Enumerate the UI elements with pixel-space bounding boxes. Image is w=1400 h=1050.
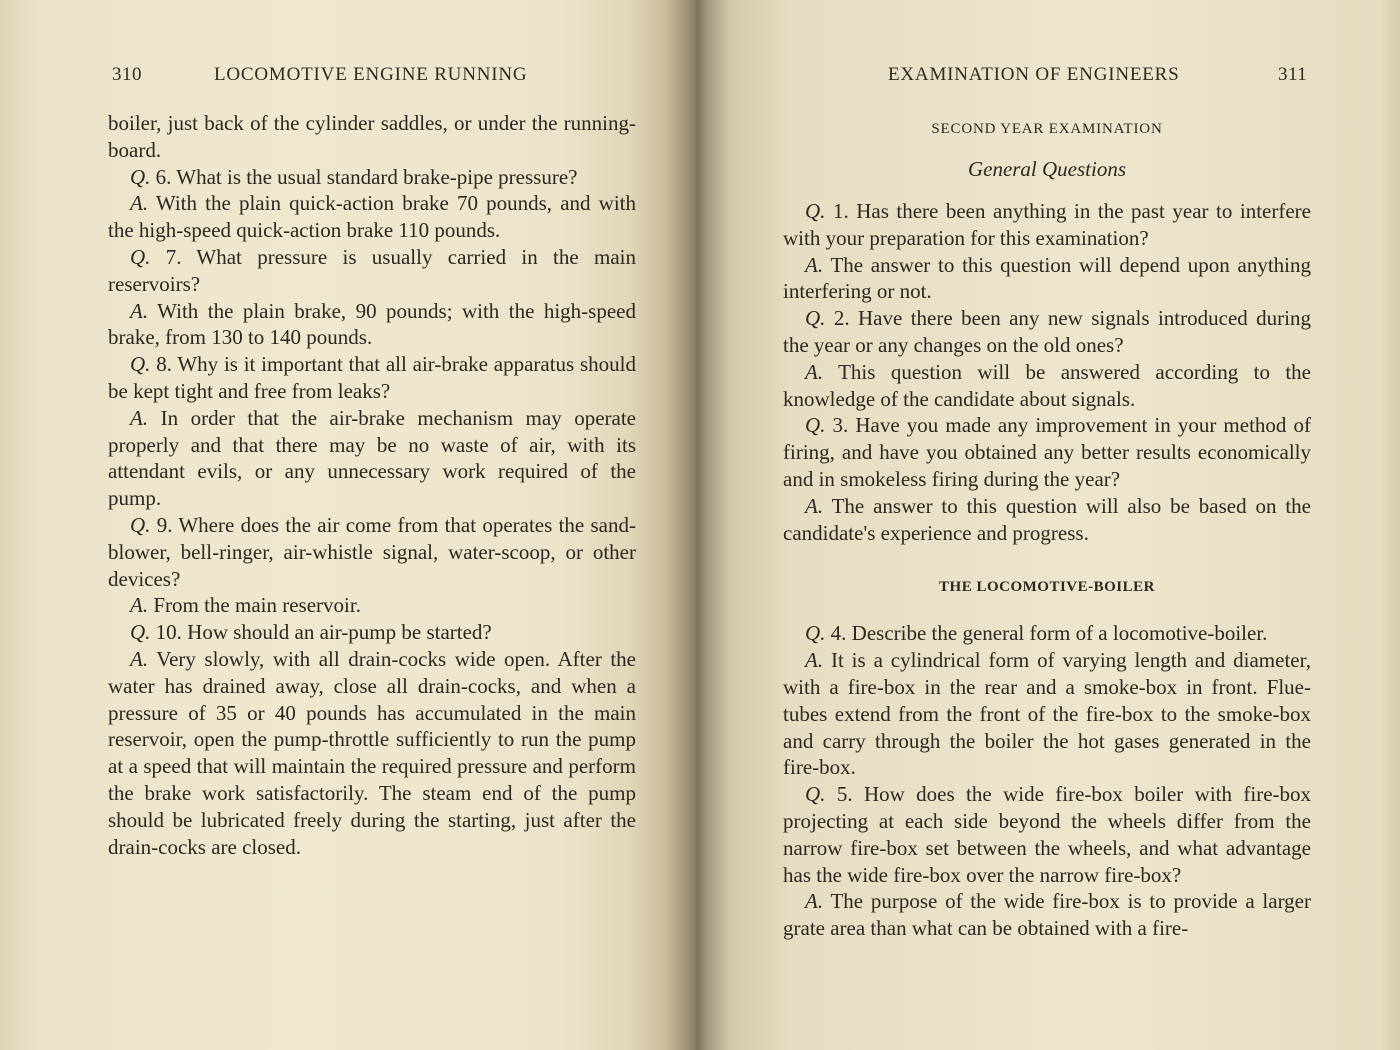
question-text: 10. How should an air-pump be started? (155, 620, 492, 645)
question (783, 198, 1311, 252)
answer-text: From the main reservoir. (153, 593, 361, 618)
question-label: Q. (130, 352, 151, 377)
question (108, 619, 636, 646)
question-text: 8. Why is it important that all air-brake apparatus should be kept tight and free from leaks? (108, 352, 637, 403)
question (108, 512, 636, 592)
left-text-column (108, 110, 636, 860)
question-label: Q. (805, 306, 826, 331)
question-label: Q. (130, 244, 151, 269)
answer-label: A. (130, 298, 149, 323)
question-label: Q. (805, 621, 826, 646)
question (783, 412, 1311, 492)
question-text: 5. How does the wide fire-box boiler with fire-box projecting at each side beyond the wheels differ from the narrow fire-box set between the wheels, and what advantage has the wide fire-box over the narrow fire-box? (783, 782, 1312, 887)
answer-text: The purpose of the wide fire-box is to provide a larger grate area than what can be obtained with a fire- (783, 889, 1312, 941)
question (783, 781, 1311, 888)
answer-label: A. (805, 889, 824, 914)
answer (108, 405, 636, 512)
answer-text: Very slowly, with all drain-cocks wide open. After the water has drained away, close all drain-cocks, and when a pressure of 35 or 40 pounds has accumulated in the main reservoir, open the pump-throttle sufficiently to run the pump at a speed that will maintain the required pressure and perform the brake work satisfactorily. The steam end of the pump should be lubricated freely during the starting, just after the drain-cocks are closed. (108, 646, 636, 859)
paragraph-text: boiler, just back of the cylinder saddles, or under the running-board. (108, 111, 636, 162)
answer-label: A. (130, 191, 149, 216)
question-text: 2. Have there been any new signals introduced during the year or any changes on the old ones? (783, 306, 1311, 357)
answer-text: In order that the air-brake mechanism may operate properly and that there may be no waste of air, with its attendant evils, or any unnecessary work required of the pump. (108, 405, 637, 511)
page-number: 311 (1278, 64, 1308, 85)
answer (108, 646, 636, 860)
answer (783, 493, 1311, 547)
answer-text: This question will be answered according to the knowledge of the candidate about signals. (783, 359, 1311, 411)
answer-text: It is a cylindrical form of varying length and diameter, with a fire-box in the rear and a smoke-box in front. Flue-tubes extend from the front of the fire-box to the smoke-box and carry through the boiler the hot gases generated in the fire-box. (783, 648, 1312, 780)
question-text: 6. What is the usual standard brake-pipe pressure? (155, 164, 578, 189)
question (108, 244, 636, 298)
question-text: 9. Where does the air come from that operates the sand-blower, bell-ringer, air-whistle signal, water-scoop, or other devices? (108, 512, 637, 591)
answer (108, 592, 636, 619)
answer-label: A. (805, 493, 824, 518)
question-text: 4. Describe the general form of a locomotive-boiler. (830, 621, 1268, 646)
question (108, 351, 636, 405)
answer-label: A. (805, 359, 824, 384)
running-title: EXAMINATION OF ENGINEERS (888, 64, 1180, 85)
question (783, 620, 1311, 647)
question-label: Q. (130, 512, 151, 537)
question-text: 7. What pressure is usually carried in the main reservoirs? (108, 244, 636, 296)
question-label: Q. (130, 620, 151, 645)
question (783, 305, 1311, 359)
answer (108, 190, 636, 244)
question-label: Q. (130, 164, 151, 189)
answer-label: A. (130, 593, 149, 618)
question-label: Q. (805, 199, 826, 223)
section-title: SECOND YEAR EXAMINATION (931, 121, 1163, 137)
answer-text: With the plain quick-action brake 70 pounds, and with the high-speed quick-action brake 110 pounds. (108, 191, 637, 243)
answer (783, 888, 1311, 942)
answer-text: With the plain brake, 90 pounds; with the high-speed brake, from 130 to 140 pounds. (108, 298, 636, 350)
question-label: Q. (805, 413, 826, 438)
answer (783, 359, 1311, 413)
right-text-column (783, 116, 1311, 942)
question-text: 1. Has there been anything in the past year to interfere with your preparation for this examination? (783, 199, 1311, 250)
answer-text: The answer to this question will also be based on the candidate's experience and progress. (783, 493, 1312, 545)
answer (783, 252, 1311, 306)
answer-label: A. (805, 252, 824, 277)
boiler-section-heading: THE LOCOMOTIVE-BOILER (939, 579, 1155, 596)
answer-text: The answer to this question will depend upon anything interfering or not. (783, 252, 1312, 304)
running-title: LOCOMOTIVE ENGINE RUNNING (214, 64, 528, 85)
page-number: 310 (112, 64, 142, 85)
question-text: 3. Have you made any improvement in your method of firing, and have you obtained any better results economically and in smokeless firing during the year? (783, 413, 1311, 491)
answer-label: A. (130, 646, 149, 671)
question-label: Q. (805, 782, 826, 807)
answer (108, 298, 636, 352)
answer-label: A. (130, 405, 149, 430)
right-page (700, 0, 1400, 1050)
answer (783, 647, 1311, 781)
question (108, 164, 636, 191)
subsection-title: General Questions (967, 157, 1127, 181)
answer-label: A. (805, 648, 824, 673)
paragraph (108, 110, 636, 164)
